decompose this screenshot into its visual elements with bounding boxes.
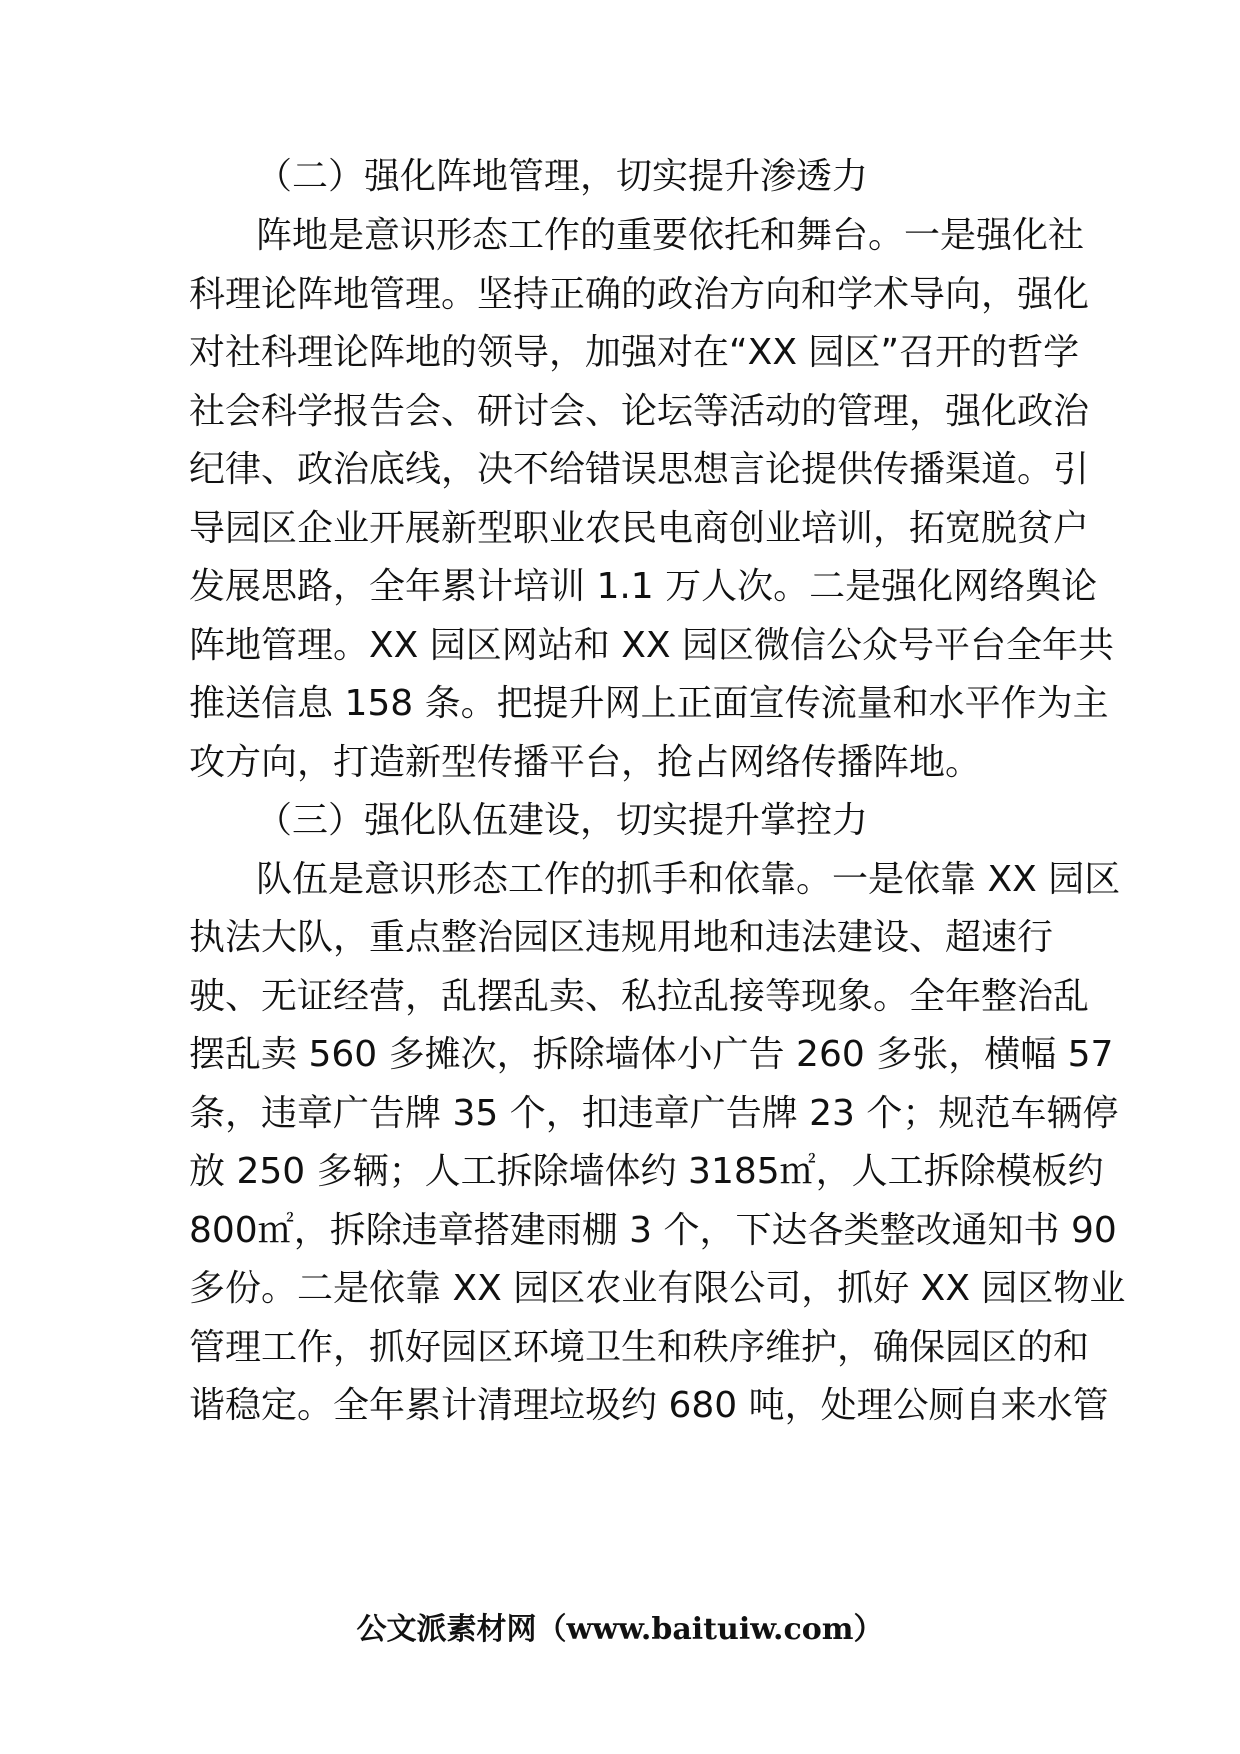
paragraph-line: 科理论阵地管理。坚持正确的政治方向和学术导向，强化 bbox=[189, 274, 1090, 315]
paragraph-line: 阵地是意识形态工作的重要依托和舞台。一是强化社 bbox=[256, 215, 1085, 256]
paragraph-line: 摆乱卖 560 多摊次，拆除墙体小广告 260 多张，横幅 57 bbox=[189, 1034, 1114, 1075]
paragraph-line: 导园区企业开展新型职业农民电商创业培训，拓宽脱贫户 bbox=[189, 508, 1090, 549]
section-heading-2: （二）强化阵地管理，切实提升渗透力 bbox=[256, 156, 869, 197]
paragraph-line: 对社科理论阵地的领导，加强对在“XX 园区”召开的哲学 bbox=[189, 332, 1080, 373]
paragraph-line: 谐稳定。全年累计清理垃圾约 680 吨，处理公厕自来水管 bbox=[189, 1385, 1109, 1426]
section-heading-3: （三）强化队伍建设，切实提升掌控力 bbox=[256, 800, 869, 841]
paragraph-line: 800㎡，拆除违章搭建雨棚 3 个，下达各类整改通知书 90 bbox=[189, 1210, 1117, 1251]
paragraph-line: 阵地管理。XX 园区网站和 XX 园区微信公众号平台全年共 bbox=[189, 625, 1114, 666]
paragraph-line: 队伍是意识形态工作的抓手和依靠。一是依靠 XX 园区 bbox=[256, 859, 1121, 900]
paragraph-line: 驶、无证经营，乱摆乱卖、私拉乱接等现象。全年整治乱 bbox=[189, 976, 1090, 1017]
paragraph-line: 放 250 多辆；人工拆除墙体约 3185㎡，人工拆除模板约 bbox=[189, 1151, 1104, 1192]
paragraph-line: 社会科学报告会、研讨会、论坛等活动的管理，强化政治 bbox=[189, 391, 1090, 432]
paragraph-line: 攻方向，打造新型传播平台，抢占网络传播阵地。 bbox=[189, 742, 982, 783]
footer-watermark: 公文派素材网（www.baituiw.com） bbox=[356, 1612, 884, 1647]
paragraph-line: 执法大队，重点整治园区违规用地和违法建设、超速行 bbox=[189, 917, 1054, 958]
paragraph-line: 纪律、政治底线，决不给错误思想言论提供传播渠道。引 bbox=[189, 449, 1090, 490]
paragraph-line: 管理工作，抓好园区环境卫生和秩序维护，确保园区的和 bbox=[189, 1327, 1090, 1368]
paragraph-line: 发展思路，全年累计培训 1.1 万人次。二是强化网络舆论 bbox=[189, 566, 1098, 607]
paragraph-line: 多份。二是依靠 XX 园区农业有限公司，抓好 XX 园区物业 bbox=[189, 1268, 1126, 1309]
paragraph-line: 推送信息 158 条。把提升网上正面宣传流量和水平作为主 bbox=[189, 683, 1109, 724]
paragraph-line: 条，违章广告牌 35 个，扣违章广告牌 23 个；规范车辆停 bbox=[189, 1093, 1119, 1134]
